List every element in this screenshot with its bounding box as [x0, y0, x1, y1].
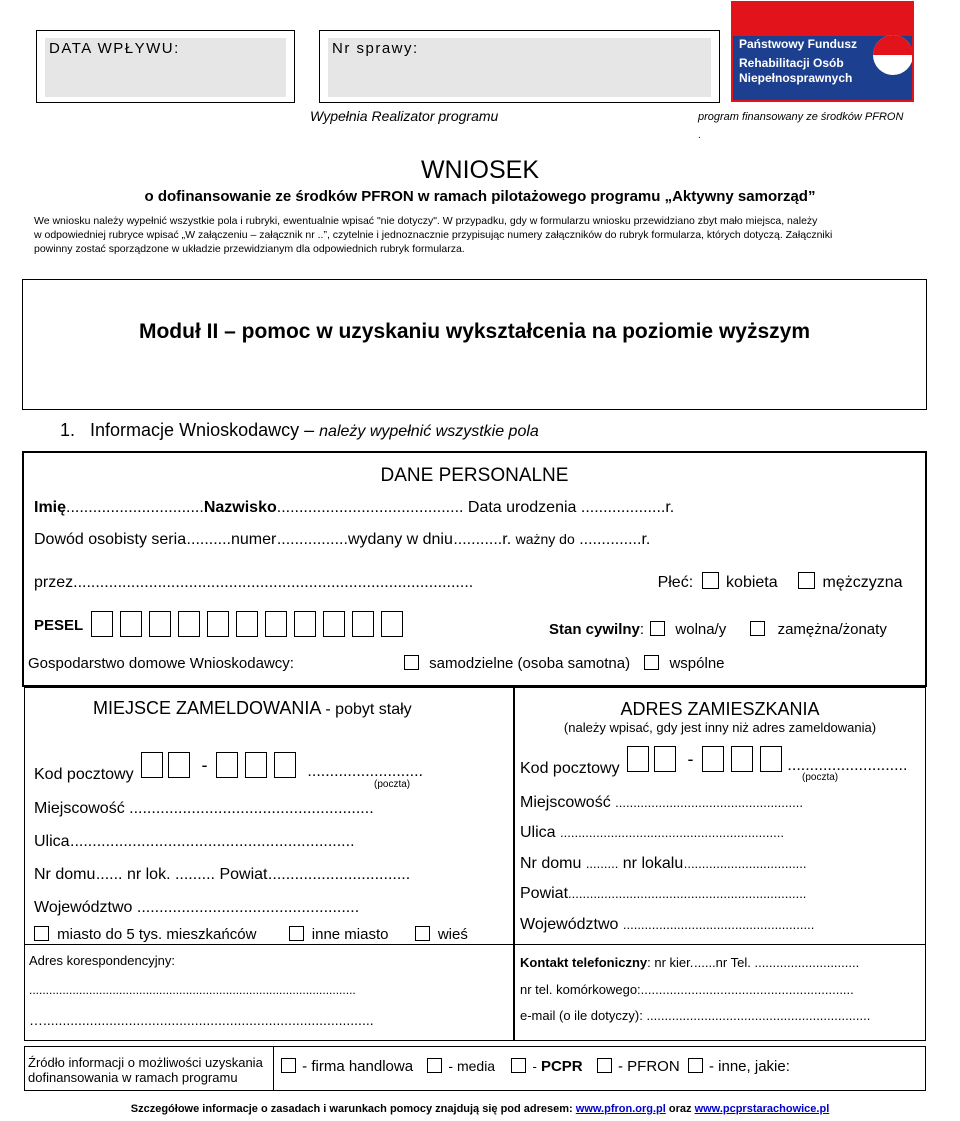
gender-male-label: mężczyzna — [822, 574, 903, 591]
last-name-label: Nazwisko — [203, 499, 277, 516]
first-name-label: Imię — [34, 499, 67, 516]
reg-city-field[interactable]: ....................................................... — [129, 800, 374, 817]
mobile-label: nr tel. komórkowego: — [520, 982, 641, 997]
res-county-field[interactable]: .................................................................. — [568, 886, 807, 901]
pfron-link[interactable]: www.pfron.org.pl — [575, 1103, 666, 1115]
reg-locality-type-row — [34, 926, 468, 943]
phone-number-label: nr Tel. — [715, 955, 751, 970]
instructions-line2: w odpowiedniej rubryce wpisać „W załączeniu – załącznik nr ..”, czytelnie i jednoznacznie przypisując numery załączników do rubryk formularza, których dotyczą. Załączniki — [34, 229, 833, 241]
source-pfron-checkbox[interactable] — [597, 1058, 612, 1073]
id-series-field[interactable]: .......... — [186, 531, 231, 548]
mobile-field[interactable]: ........................................................... — [640, 982, 854, 997]
logo-red-band — [733, 3, 912, 36]
logo-circle-icon — [873, 35, 913, 75]
marital-status-label: Stan cywilny — [549, 621, 640, 638]
res-county-row — [520, 885, 806, 903]
reg-city-label: Miejscowość — [34, 800, 125, 817]
source-pcpr-dash: - — [532, 1059, 537, 1074]
reg-province-label: Województwo — [34, 899, 133, 916]
reg-postcode-digit[interactable] — [274, 752, 296, 778]
reg-post-office-caption: (poczta) — [374, 779, 411, 790]
pesel-digit-box[interactable] — [352, 611, 374, 637]
module-box — [22, 279, 927, 410]
birth-date-field[interactable]: ...................r. — [580, 499, 675, 516]
registered-heading-suffix: - pobyt stały — [325, 701, 412, 718]
reg-house-row — [34, 866, 410, 884]
id-row — [34, 531, 650, 549]
res-post-office-caption: (poczta) — [802, 772, 839, 783]
marital-single-label: wolna/y — [675, 621, 727, 638]
gender-female-label: kobieta — [726, 574, 778, 591]
res-postcode-digit[interactable] — [731, 746, 753, 772]
reg-postcode-digit[interactable] — [216, 752, 238, 778]
reg-street-label: Ulica — [34, 833, 70, 850]
locality-other-town-checkbox[interactable] — [289, 926, 304, 941]
res-street-row — [520, 824, 784, 842]
res-city-row — [520, 794, 803, 812]
id-number-field[interactable]: ................ — [276, 531, 348, 548]
pesel-label: PESEL — [34, 617, 84, 634]
pesel-digit-box[interactable] — [265, 611, 287, 637]
name-row — [34, 499, 674, 517]
funding-note-dot: . — [698, 130, 701, 141]
reg-house-label: Nr domu — [34, 866, 96, 883]
mobile-row — [520, 982, 854, 997]
phone-row: Kontakt telefoniczny: nr kier. ......nr Tel. ............................. — [520, 955, 860, 970]
marital-married-label: zamężna/żonaty — [777, 621, 887, 638]
issued-date-field[interactable]: ...........r. — [453, 531, 512, 548]
reg-postcode-row — [34, 752, 423, 784]
res-house-field[interactable]: ......... — [585, 856, 619, 871]
marital-married-checkbox[interactable] — [750, 621, 765, 636]
pesel-digit-box[interactable] — [91, 611, 113, 637]
reg-province-field[interactable]: .................................................. — [136, 899, 360, 916]
reg-province-row — [34, 899, 359, 917]
logo-line1: Państwowy Fundusz — [739, 37, 858, 51]
reg-apartment-field[interactable]: ......... — [174, 866, 215, 883]
res-province-field[interactable]: ..................................................... — [622, 917, 815, 932]
case-number-label: Nr sprawy: — [332, 40, 419, 57]
res-postcode-row — [520, 746, 907, 778]
res-postcode-digit[interactable] — [760, 746, 782, 772]
res-province-label: Województwo — [520, 916, 619, 933]
reg-house-field[interactable]: ...... — [95, 866, 123, 883]
email-row — [520, 1008, 870, 1023]
res-apartment-label: nr lokalu — [622, 855, 684, 872]
reg-postcode-dash: - — [201, 755, 208, 775]
res-apartment-field[interactable]: .................................. — [683, 856, 807, 871]
section1-title: Informacje Wnioskodawcy – — [90, 420, 315, 440]
logo-line2: Rehabilitacji Osób — [739, 56, 844, 70]
section1-note: należy wypełnić wszystkie pola — [319, 423, 539, 440]
email-field[interactable]: .............................................................. — [646, 1008, 871, 1023]
source-pcpr-checkbox[interactable] — [511, 1058, 526, 1073]
last-name-field[interactable]: .......................................... — [276, 499, 464, 516]
correspondence-field-1[interactable]: .................................................................................................. — [29, 983, 356, 997]
footer-oraz: oraz — [668, 1103, 692, 1115]
reg-post-office-field[interactable]: .......................... — [307, 763, 423, 780]
issued-by-label: przez — [34, 574, 74, 591]
source-other-label: - inne, jakie: — [709, 1058, 790, 1075]
first-name-field[interactable]: ............................... — [66, 499, 204, 516]
logo-line3: Niepełnosprawnych — [739, 71, 853, 85]
res-house-label: Nr domu — [520, 855, 582, 872]
res-city-field[interactable]: .................................................... — [615, 795, 803, 810]
instructions-line1: We wniosku należy wypełnić wszystkie pola i rubryki, ewentualnie wpisać "nie dotyczy". W przypadku, gdy w formularzu wniosku przewidziano zbyt mało miejsca, należy — [34, 215, 818, 227]
locality-village-checkbox[interactable] — [415, 926, 430, 941]
issued-date-label: wydany w dniu — [347, 531, 453, 548]
reg-street-row — [34, 833, 355, 851]
info-source-label-1: Źródło informacji o możliwości uzyskania — [28, 1055, 263, 1070]
pesel-digit-box[interactable] — [323, 611, 345, 637]
marital-status-row: Stan cywilny: wolna/y zamężna/żonaty — [549, 621, 887, 638]
reg-city-row — [34, 800, 374, 818]
reg-postcode-label: Kod pocztowy — [34, 766, 134, 783]
res-postcode-dash: - — [687, 749, 694, 769]
source-other-checkbox[interactable] — [688, 1058, 703, 1073]
valid-until-field[interactable]: ..............r. — [579, 531, 651, 548]
registered-heading — [93, 698, 412, 719]
res-province-row — [520, 916, 814, 934]
area-code-field[interactable]: ...... — [694, 955, 716, 970]
res-postcode-digit[interactable] — [654, 746, 676, 772]
correspondence-label: Adres korespondencyjny: — [29, 953, 175, 968]
info-source-divider — [273, 1046, 274, 1091]
locality-other-town-label: inne miasto — [311, 926, 389, 943]
phone-label: Kontakt telefoniczny — [520, 955, 648, 970]
birth-date-label: Data urodzenia — [467, 499, 577, 516]
date-received-label: DATA WPŁYWU: — [49, 40, 180, 57]
res-house-row — [520, 855, 807, 873]
gender-male-checkbox[interactable] — [798, 572, 815, 589]
personal-heading: DANE PERSONALNE — [380, 465, 569, 486]
case-number-box — [319, 30, 720, 103]
email-label: e-mail (o ile dotyczy): — [520, 1008, 643, 1023]
form-subtitle: o dofinansowanie ze środków PFRON w ramach pilotażowego programu „Aktywny samorząd” — [144, 188, 816, 205]
res-city-label: Miejscowość — [520, 794, 611, 811]
personal-data-frame — [22, 451, 927, 687]
form-title: WNIOSEK — [420, 156, 540, 184]
id-series-label: seria — [151, 531, 187, 548]
locality-village-label: wieś — [437, 926, 468, 943]
res-postcode-digit[interactable] — [702, 746, 724, 772]
pesel-digit-box[interactable] — [294, 611, 316, 637]
household-shared-label: wspólne — [669, 655, 725, 672]
gender-label: Płeć — [657, 574, 689, 591]
res-street-label: Ulica — [520, 824, 556, 841]
reg-street-field[interactable]: ................................................................ — [70, 833, 355, 850]
residence-heading: ADRES ZAMIESZKANIA — [620, 699, 820, 719]
household-options — [404, 655, 725, 672]
res-postcode-label: Kod pocztowy — [520, 760, 620, 777]
source-pfron-label: - PFRON — [617, 1058, 680, 1075]
section1-heading — [60, 420, 539, 441]
footer-text: Szczegółowe informacje o zasadach i warunkach pomocy znajdują się pod adresem: — [130, 1103, 573, 1115]
pesel-row — [34, 611, 410, 637]
id-number-label: numer — [231, 531, 277, 548]
source-pcpr-label: PCPR — [540, 1058, 583, 1075]
reg-postcode-digit[interactable] — [245, 752, 267, 778]
date-received-box — [36, 30, 295, 103]
source-media-label: - media — [448, 1058, 496, 1074]
pesel-digit-box[interactable] — [381, 611, 403, 637]
pesel-digit-box[interactable] — [149, 611, 171, 637]
pesel-digit-box[interactable] — [178, 611, 200, 637]
valid-until-label: ważny do — [515, 531, 575, 547]
correspondence-field-2[interactable]: …..................................................................................... — [29, 1012, 374, 1028]
locality-small-town-label: miasto do 5 tys. mieszkańców — [57, 926, 257, 943]
area-code-label: nr kier. — [654, 955, 694, 970]
funding-note: program finansowany ze środków PFRON — [698, 111, 904, 123]
marital-single-checkbox[interactable] — [650, 621, 665, 636]
res-post-office-field[interactable]: ........................... — [787, 757, 908, 774]
household-single-label: samodzielne (osoba samotna) — [429, 655, 631, 672]
registered-heading-title: MIEJSCE ZAMELDOWANIA — [93, 698, 321, 718]
household-label: Gospodarstwo domowe Wnioskodawcy: — [28, 655, 294, 672]
household-single-checkbox[interactable] — [404, 655, 419, 670]
pesel-digit-box[interactable] — [120, 611, 142, 637]
source-company-checkbox[interactable] — [281, 1058, 296, 1073]
pcpr-link[interactable]: www.pcprstarachowice.pl — [694, 1103, 830, 1115]
res-street-field[interactable]: .............................................................. — [560, 825, 784, 840]
reg-apartment-label: nr lok. — [126, 866, 171, 883]
reg-postcode-digit[interactable] — [168, 752, 190, 778]
household-row — [28, 655, 294, 672]
realizator-note: Wypełnia Realizator programu — [310, 108, 499, 124]
reg-county-label: Powiat — [219, 866, 268, 883]
id-card-label: Dowód osobisty — [34, 531, 147, 548]
phone-number-field[interactable]: ............................. — [754, 955, 860, 970]
issued-by-field[interactable]: .......................................................................................... — [73, 574, 474, 591]
reg-postcode-digit[interactable] — [141, 752, 163, 778]
pfron-logo — [731, 1, 914, 102]
res-postcode-digit[interactable] — [627, 746, 649, 772]
section1-number: 1. — [60, 420, 76, 440]
footer-info — [0, 1103, 960, 1115]
info-source-options — [281, 1058, 790, 1075]
pesel-digit-box[interactable] — [207, 611, 229, 637]
info-source-label-2: dofinansowania w ramach programu — [28, 1070, 238, 1085]
res-county-label: Powiat — [520, 885, 569, 902]
residence-subheading: (należy wpisać, gdy jest inny niż adres zameldowania) — [563, 720, 877, 735]
household-shared-checkbox[interactable] — [644, 655, 659, 670]
reg-county-field[interactable]: ................................ — [267, 866, 411, 883]
instructions-line3: powinny zostać sporządzone w układzie przewidzianym dla odpowiednich rubryk formularza. — [34, 243, 465, 255]
source-company-label: - firma handlowa — [302, 1058, 414, 1075]
issued-by-row: przez.......................................................................................... Płeć: kobieta mężczyzna — [34, 574, 903, 591]
source-media-checkbox[interactable] — [427, 1058, 442, 1073]
pesel-digit-box[interactable] — [236, 611, 258, 637]
module-title: Moduł II – pomoc w uzyskaniu wykształcenia na poziomie wyższym — [138, 320, 810, 343]
locality-small-town-checkbox[interactable] — [34, 926, 49, 941]
gender-female-checkbox[interactable] — [702, 572, 719, 589]
